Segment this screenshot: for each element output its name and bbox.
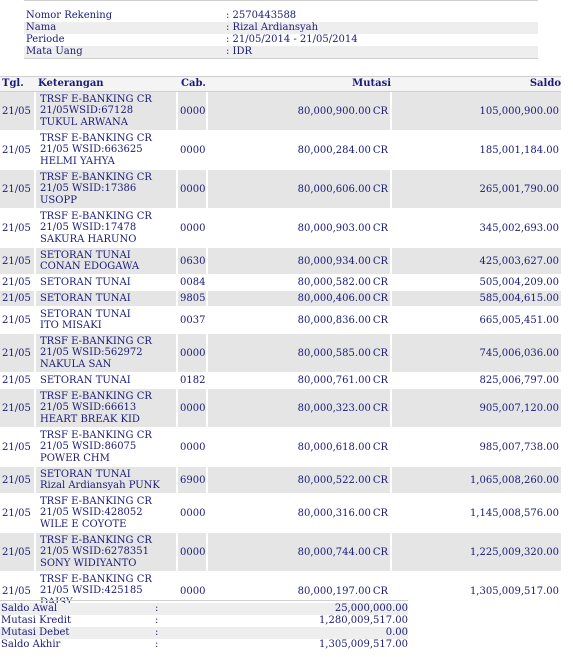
mutation-cell (208, 248, 392, 274)
balance-amount: 505,004,209.00 (479, 277, 559, 288)
summary-amount: 1,305,009,517.00 (318, 639, 408, 650)
description-cell (36, 494, 178, 532)
description-cell (36, 248, 178, 274)
branch-code: 0000 (180, 183, 206, 195)
description-line: TRSF E-BANKING CR (40, 429, 152, 441)
balance-cell (392, 334, 561, 372)
balance-cell (392, 92, 561, 130)
description-line: HELMI YAHYA (40, 155, 115, 167)
balance-cell (392, 170, 561, 208)
summary-amount: 1,280,009,517.00 (318, 615, 408, 626)
mutation-amount: 80,000,284.00 (297, 144, 371, 156)
balance-cell (392, 572, 561, 610)
description-line: 21/05 WSID:428052 (40, 507, 143, 519)
balance-cell (392, 248, 561, 274)
branch-cell (178, 428, 208, 466)
branch-code: 0000 (180, 347, 206, 359)
date-text: 21/05 (2, 255, 31, 267)
mutation-cell (208, 92, 392, 130)
date-cell (0, 92, 36, 130)
date-cell (0, 131, 36, 169)
balance-amount: 1,225,009,320.00 (469, 546, 559, 558)
summary-row (0, 627, 408, 639)
summary-label: Saldo Akhir (1, 639, 61, 650)
branch-code: 6900 (180, 474, 206, 486)
mutation-amount: 80,000,585.00 (297, 347, 371, 359)
branch-code: 0000 (180, 105, 206, 117)
description-line: TRSF E-BANKING CR (40, 573, 152, 585)
mutation-type: CR (372, 222, 388, 234)
mutation-amount: 80,000,197.00 (297, 585, 371, 597)
table-row (0, 92, 561, 131)
branch-cell (178, 389, 208, 427)
mutation-type: CR (372, 105, 388, 117)
balance-cell (392, 307, 561, 333)
mutation-amount: 80,000,406.00 (297, 293, 371, 304)
mutation-type: CR (372, 474, 388, 486)
date-text: 21/05 (2, 375, 31, 386)
branch-code: 0084 (180, 277, 206, 288)
date-cell (0, 334, 36, 372)
branch-code: 0000 (180, 507, 206, 519)
date-cell (0, 170, 36, 208)
table-row (0, 428, 561, 467)
branch-code: 9805 (180, 293, 206, 304)
table-row (0, 389, 561, 428)
currency-value: : IDR (226, 46, 253, 57)
mutation-cell (208, 209, 392, 247)
mutation-type: CR (372, 183, 388, 195)
table-row (0, 291, 561, 307)
description-cell (36, 389, 178, 427)
branch-code: 0630 (180, 255, 206, 267)
description-cell (36, 467, 178, 493)
currency-label: Mata Uang (26, 46, 83, 57)
balance-amount: 1,305,009,517.00 (469, 585, 559, 597)
summary-colon: : (155, 639, 159, 650)
branch-cell (178, 92, 208, 130)
balance-cell (392, 467, 561, 493)
description-line: TRSF E-BANKING CR (40, 210, 152, 222)
description-line: TUKUL ARWANA (40, 116, 128, 128)
balance-cell (392, 389, 561, 427)
description-line: 21/05WSID:67128 (40, 105, 134, 117)
date-cell (0, 467, 36, 493)
description-line: TRSF E-BANKING CR (40, 495, 152, 507)
table-row (0, 131, 561, 170)
header-branch: Cab. (181, 78, 206, 89)
mutation-type: CR (372, 255, 388, 267)
period-label: Periode (26, 34, 65, 45)
mutation-cell (208, 428, 392, 466)
table-row (0, 248, 561, 275)
branch-cell (178, 373, 208, 388)
summary-label: Mutasi Debet (1, 627, 70, 638)
description-cell (36, 92, 178, 130)
mutation-type: CR (372, 144, 388, 156)
table-row (0, 170, 561, 209)
mutation-cell (208, 275, 392, 290)
balance-amount: 345,002,693.00 (479, 222, 559, 234)
mutation-type: CR (372, 293, 388, 304)
mutation-amount: 80,000,744.00 (297, 546, 371, 558)
date-cell (0, 494, 36, 532)
description-line: SETORAN TUNAI (40, 292, 131, 304)
branch-code: 0000 (180, 585, 206, 597)
date-cell (0, 291, 36, 306)
date-cell (0, 275, 36, 290)
mutation-cell (208, 494, 392, 532)
balance-amount: 985,007,738.00 (479, 441, 559, 453)
branch-cell (178, 209, 208, 247)
description-line: 21/05 WSID:17386 (40, 183, 137, 195)
mutation-type: CR (372, 402, 388, 414)
branch-cell (178, 275, 208, 290)
description-cell (36, 291, 178, 306)
branch-cell (178, 131, 208, 169)
description-cell (36, 170, 178, 208)
account-number-value: : 2570443588 (226, 10, 297, 21)
balance-cell (392, 494, 561, 532)
description-line: SETORAN TUNAI (40, 468, 131, 480)
description-line: SETORAN TUNAI (40, 249, 131, 261)
header-mutation: Mutasi (352, 78, 391, 89)
description-line: 21/05 WSID:66613 (40, 402, 137, 414)
date-text: 21/05 (2, 277, 31, 288)
mutation-amount: 80,000,934.00 (297, 255, 371, 267)
description-cell (36, 533, 178, 571)
date-cell (0, 373, 36, 388)
balance-amount: 825,006,797.00 (479, 375, 559, 386)
mutation-amount: 80,000,316.00 (297, 507, 371, 519)
date-text: 21/05 (2, 402, 31, 414)
table-row (0, 373, 561, 389)
branch-cell (178, 334, 208, 372)
mutation-amount: 80,000,900.00 (297, 105, 371, 117)
summary-label: Saldo Awal (1, 603, 58, 614)
mutation-type: CR (372, 507, 388, 519)
date-text: 21/05 (2, 474, 31, 486)
account-name-row (24, 22, 538, 34)
account-info (24, 10, 538, 58)
balance-cell (392, 428, 561, 466)
description-line: TRSF E-BANKING CR (40, 132, 152, 144)
description-line: USOPP (40, 194, 77, 206)
mutation-amount: 80,000,582.00 (297, 277, 371, 288)
description-line: SETORAN TUNAI (40, 308, 131, 320)
date-text: 21/05 (2, 585, 31, 597)
mutation-cell (208, 373, 392, 388)
branch-code: 0000 (180, 546, 206, 558)
table-row (0, 275, 561, 291)
mutation-type: CR (372, 441, 388, 453)
description-cell (36, 373, 178, 388)
table-row (0, 307, 561, 334)
branch-cell (178, 533, 208, 571)
mutation-cell (208, 291, 392, 306)
description-line: TRSF E-BANKING CR (40, 171, 152, 183)
date-text: 21/05 (2, 347, 31, 359)
table-row (0, 533, 561, 572)
description-cell (36, 428, 178, 466)
balance-amount: 585,004,615.00 (479, 293, 559, 304)
balance-amount: 665,005,451.00 (479, 314, 559, 326)
date-text: 21/05 (2, 183, 31, 195)
summary-colon: : (155, 603, 159, 614)
balance-cell (392, 533, 561, 571)
date-text: 21/05 (2, 293, 31, 304)
header-description: Keterangan (38, 78, 104, 89)
branch-code: 0182 (180, 375, 206, 386)
mutation-cell (208, 307, 392, 333)
description-cell (36, 334, 178, 372)
summary-section (0, 600, 408, 651)
date-cell (0, 307, 36, 333)
balance-amount: 1,145,008,576.00 (469, 507, 559, 519)
mutation-cell (208, 334, 392, 372)
transactions-table (0, 76, 561, 611)
branch-cell (178, 467, 208, 493)
mutation-amount: 80,000,618.00 (297, 441, 371, 453)
mutation-type: CR (372, 585, 388, 597)
description-cell (36, 307, 178, 333)
branch-cell (178, 170, 208, 208)
date-text: 21/05 (2, 441, 31, 453)
description-line: POWER CHM (40, 452, 110, 464)
account-name-label: Nama (26, 22, 57, 33)
mutation-amount: 80,000,606.00 (297, 183, 371, 195)
summary-amount: 0.00 (385, 627, 408, 638)
table-row (0, 467, 561, 494)
currency-row (24, 46, 538, 58)
table-row (0, 494, 561, 533)
branch-cell (178, 494, 208, 532)
mutation-type: CR (372, 347, 388, 359)
balance-cell (392, 131, 561, 169)
branch-cell (178, 248, 208, 274)
mutation-amount: 80,000,323.00 (297, 402, 371, 414)
balance-cell (392, 209, 561, 247)
description-line: SAKURA HARUNO (40, 233, 137, 245)
description-line: TRSF E-BANKING CR (40, 93, 152, 105)
description-line: 21/05 WSID:6278351 (40, 546, 149, 558)
account-number-label: Nomor Rekening (26, 10, 113, 21)
account-name-value: : Rizal Ardiansyah (226, 22, 319, 33)
branch-code: 0000 (180, 441, 206, 453)
summary-row (0, 603, 408, 615)
description-line: 21/05 WSID:86075 (40, 441, 137, 453)
description-line: 21/05 WSID:663625 (40, 144, 143, 156)
date-cell (0, 248, 36, 274)
balance-amount: 1,065,008,260.00 (469, 474, 559, 486)
mutation-cell (208, 170, 392, 208)
mutation-cell (208, 389, 392, 427)
branch-cell (178, 291, 208, 306)
description-line: 21/05 WSID:17478 (40, 222, 137, 234)
summary-colon: : (155, 627, 159, 638)
mutation-amount: 80,000,903.00 (297, 222, 371, 234)
summary-colon: : (155, 615, 159, 626)
branch-code: 0000 (180, 222, 206, 234)
mutation-cell (208, 533, 392, 571)
summary-label: Mutasi Kredit (1, 615, 71, 626)
table-row (0, 334, 561, 373)
date-text: 21/05 (2, 507, 31, 519)
mutation-cell (208, 467, 392, 493)
date-cell (0, 209, 36, 247)
summary-row (0, 639, 408, 651)
balance-amount: 185,001,184.00 (479, 144, 559, 156)
header-date: Tgl. (2, 78, 24, 89)
branch-code: 0000 (180, 144, 206, 156)
description-line: SETORAN TUNAI (40, 276, 131, 288)
description-line: TRSF E-BANKING CR (40, 390, 152, 402)
description-cell (36, 275, 178, 290)
date-text: 21/05 (2, 314, 31, 326)
balance-amount: 265,001,790.00 (479, 183, 559, 195)
summary-divider (0, 600, 408, 601)
table-header (0, 76, 561, 92)
description-line: TRSF E-BANKING CR (40, 335, 152, 347)
date-text: 21/05 (2, 144, 31, 156)
description-line: SONY WIDIYANTO (40, 557, 137, 569)
branch-cell (178, 307, 208, 333)
date-text: 21/05 (2, 222, 31, 234)
mutation-cell (208, 131, 392, 169)
description-line: SETORAN TUNAI (40, 374, 131, 386)
balance-cell (392, 373, 561, 388)
balance-amount: 425,003,627.00 (479, 255, 559, 267)
mutation-type: CR (372, 375, 388, 386)
description-cell (36, 131, 178, 169)
branch-code: 0000 (180, 402, 206, 414)
mutation-type: CR (372, 277, 388, 288)
date-cell (0, 533, 36, 571)
description-line: 21/05 WSID:562972 (40, 347, 143, 359)
date-text: 21/05 (2, 546, 31, 558)
balance-amount: 105,000,900.00 (479, 105, 559, 117)
description-line: HEART BREAK KID (40, 413, 140, 425)
date-cell (0, 389, 36, 427)
description-line: TRSF E-BANKING CR (40, 534, 152, 546)
balance-cell (392, 291, 561, 306)
table-body (0, 92, 561, 611)
summary-amount: 25,000,000.00 (334, 603, 408, 614)
period-row (24, 34, 538, 46)
mutation-amount: 80,000,761.00 (297, 375, 371, 386)
mutation-amount: 80,000,836.00 (297, 314, 371, 326)
header-balance: Saldo (529, 78, 561, 89)
period-value: : 21/05/2014 - 21/05/2014 (226, 34, 358, 45)
description-line: 21/05 WSID:425185 (40, 585, 143, 597)
balance-cell (392, 275, 561, 290)
description-cell (36, 209, 178, 247)
mutation-type: CR (372, 546, 388, 558)
balance-amount: 905,007,120.00 (479, 402, 559, 414)
account-number-row (24, 10, 538, 22)
date-text: 21/05 (2, 105, 31, 117)
branch-code: 0037 (180, 314, 206, 326)
info-bottom-divider (24, 58, 538, 59)
description-line: Rizal Ardiansyah PUNK (40, 480, 160, 491)
summary-row (0, 615, 408, 627)
top-divider (24, 0, 538, 1)
balance-amount: 745,006,036.00 (479, 347, 559, 359)
mutation-amount: 80,000,522.00 (297, 474, 371, 486)
description-line: CONAN EDOGAWA (40, 261, 140, 272)
description-line: ITO MISAKI (40, 320, 102, 331)
description-line: WILE E COYOTE (40, 518, 127, 530)
mutation-type: CR (372, 314, 388, 326)
table-row (0, 209, 561, 248)
description-line: NAKULA SAN (40, 358, 112, 370)
date-cell (0, 428, 36, 466)
